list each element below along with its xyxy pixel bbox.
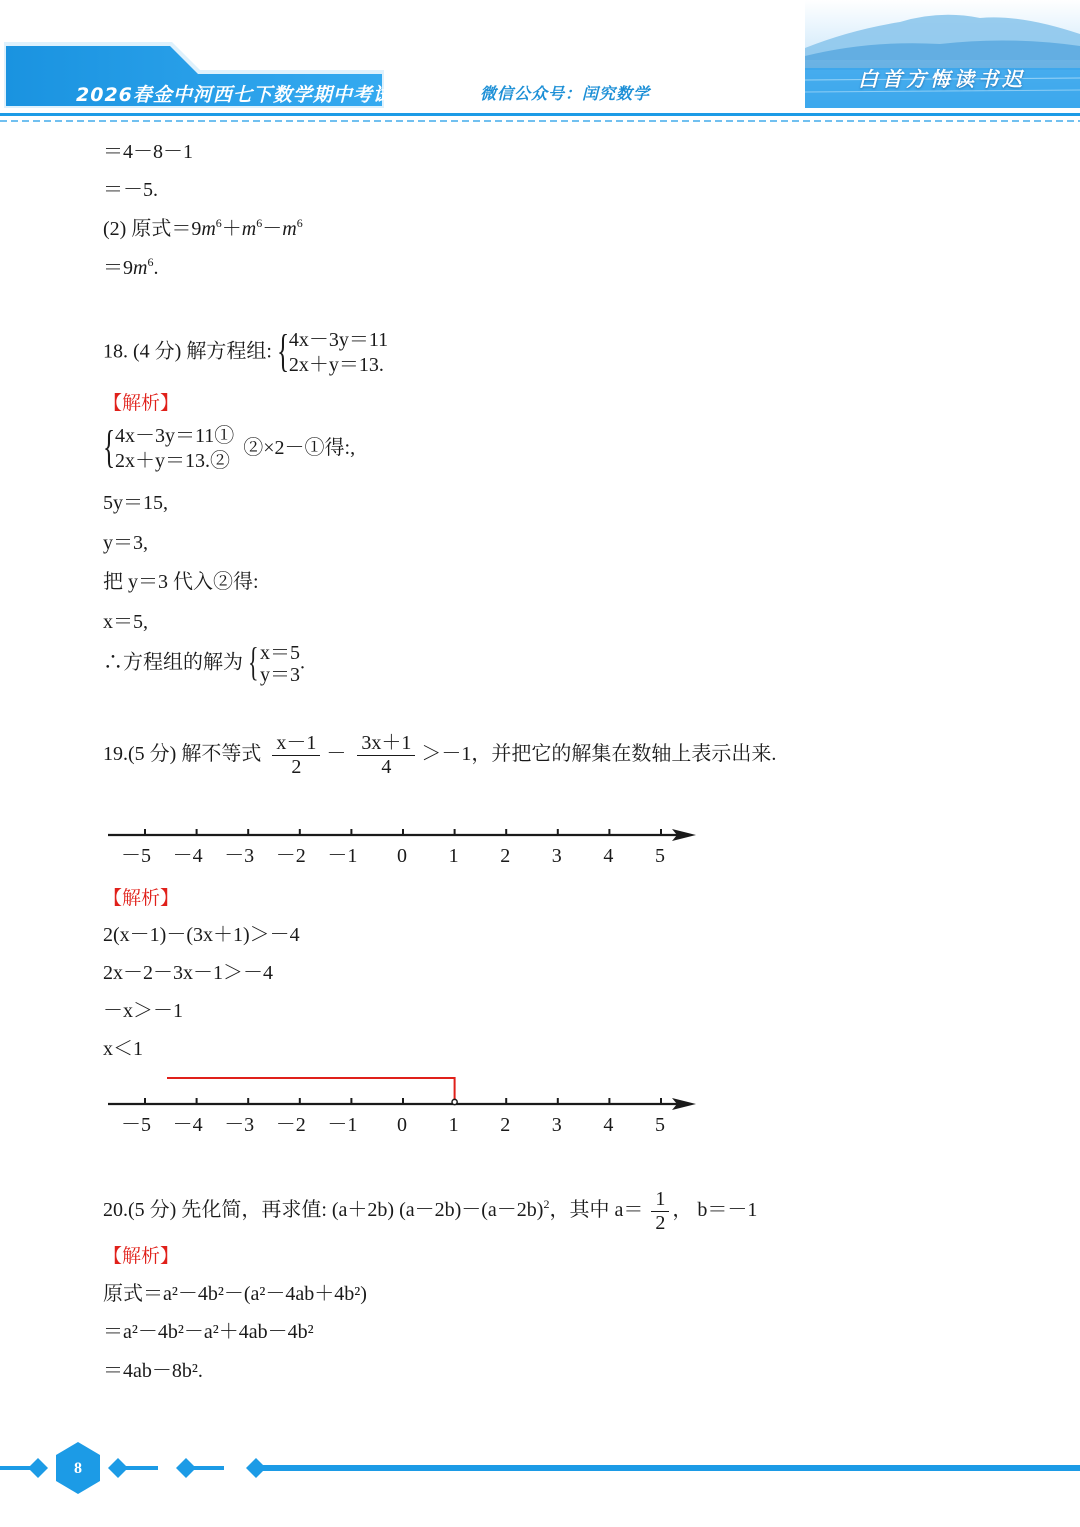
q18-eq1: 4x－3y＝11 [288,329,389,351]
q18-step4: x＝5, [103,611,148,633]
q18-step2: y＝3, [103,532,148,554]
q17-var: m [133,257,148,279]
page-footer [0,1430,1080,1510]
q20-stem [103,1188,757,1235]
q18-work-operation: ②×2－①得:, [243,436,356,459]
q19-step3: －x＞－1 [103,1000,183,1022]
q20-frac-numerator: 1 [651,1188,669,1212]
q20-analysis-label: 【解析】 [103,1245,180,1267]
axis-tick-label: 2 [500,1114,511,1136]
q17-text: ＝9 [103,257,133,279]
q18-sol-y: y＝3 [260,664,300,686]
q17-var: m [282,218,297,240]
axis-tick-label: 1 [448,845,459,867]
q19-frac1-numerator: x－1 [272,732,320,756]
q18-stem-text: 18. (4 分) 解方程组: [103,340,272,363]
q18-stem [103,325,389,378]
q20-stem-text: 20.(5 分) 先化简，再求值: (a＋2b) (a－2b)－(a－2b) [103,1199,544,1222]
q20-step2: ＝a²－4b²－a²＋4ab－4b² [103,1321,314,1343]
brace-icon: { [276,325,290,376]
exam-title: 2026春金中河西七下数学期中考试 [76,84,393,106]
wechat-account: 微信公众号：闰究数学 [480,84,651,103]
open-circle-icon [452,1099,457,1104]
axis-tick-label: －4 [172,1114,203,1136]
motto: 白首方悔读书迟 [858,67,1026,91]
axis-tick-label: 0 [397,845,407,867]
axis-tick-label: 2 [500,845,511,867]
q17-exp: 6 [296,216,303,230]
axis-tick-label: 0 [397,1114,407,1136]
q20-stem-suffix: ， b＝－1 [672,1199,758,1222]
axis-tick-label: －5 [121,845,151,867]
q18-work-system [103,421,356,474]
graduation-cap-icon [0,0,44,30]
q17-var: m [201,218,216,240]
q19-fraction-1 [272,732,320,779]
axis-tick-label: 4 [603,1114,614,1136]
solution-ray [167,1078,455,1100]
q19-step1: 2(x－1)－(3x＋1)＞－4 [103,924,300,946]
q20-fraction [651,1188,669,1235]
q17-op: ＋ [221,218,242,240]
q18-analysis-label: 【解析】 [103,392,180,414]
q18-solution-system [248,639,300,686]
q17-text: . [153,257,159,279]
q20-stem-mid: ，其中 a＝ [549,1199,644,1222]
q19-fraction-2 [357,732,415,779]
q17-text: (2) 原式＝9 [103,218,202,240]
q19-minus: － [326,743,347,766]
q19-frac2-numerator: 3x＋1 [357,732,415,756]
q20-frac-denominator: 2 [655,1212,666,1234]
q17-exp: 6 [147,255,154,269]
q19-stem-suffix: ＞－1，并把它的解集在数轴上表示出来. [421,743,777,766]
brace-icon: { [103,421,116,472]
page-header [0,0,1080,130]
q18-sol-x: x＝5 [260,642,300,664]
q18-step1: 5y＝15, [103,492,168,514]
q20-step3: ＝4ab－8b². [103,1360,203,1382]
q18-conclusion [103,639,305,686]
q19-step2: 2x－2－3x－1＞－4 [103,962,273,984]
number-line-solution [100,1065,710,1147]
q17-part2-line1 [103,215,303,243]
q17-op: － [262,218,283,240]
q19-frac2-denominator: 4 [381,756,392,778]
q19-stem-text: 19.(5 分) 解不等式 [103,743,262,766]
q20-exp: 2 [543,1197,550,1212]
q18-eq2: 2x＋y＝13. [288,354,384,376]
q18-work-eq1: 4x－3y＝11① [115,425,235,447]
axis-tick-label: －4 [172,845,203,867]
axis-tick-label: 3 [551,1114,562,1136]
axis-tick-label: 5 [655,845,665,867]
q19-stem [103,732,776,779]
q18-work-equations [103,421,235,474]
axis-tick-label: －3 [224,1114,255,1136]
axis-tick-label: －2 [275,845,306,867]
page-number: 8 [74,1460,82,1477]
q19-step4: x＜1 [103,1038,143,1060]
q17-var: m [241,218,257,240]
q17-step-a: ＝4－8－1 [103,141,193,163]
footer-decoration [0,1430,1080,1510]
axis-tick-label: －2 [275,1114,306,1136]
q17-step-b: ＝－5. [103,179,158,201]
q17-part2-line2 [103,254,158,282]
q18-equation-system [276,325,389,378]
axis-tick-label: －1 [327,1114,358,1136]
axis-tick-label: 4 [603,845,614,867]
axis-tick-label: －5 [121,1114,151,1136]
q17-exp: 6 [256,216,263,230]
axis-tick-label: 5 [655,1114,665,1136]
q17-exp: 6 [215,216,222,230]
brace-icon: { [248,639,259,684]
q19-frac1-denominator: 2 [291,756,302,778]
q18-conclusion-text: ∴方程组的解为 [103,651,243,674]
axis-tick-label: 1 [448,1114,459,1136]
q18-work-eq2: 2x＋y＝13.② [115,450,230,472]
q18-step3: 把 y＝3 代入②得: [103,571,259,593]
axis-tick-label: －3 [224,845,255,867]
q18-sol-end: . [300,651,305,674]
q20-step1: 原式＝a²－4b²－(a²－4ab＋4b²) [103,1283,367,1305]
number-line-blank [100,820,710,880]
axis-tick-label: 3 [551,845,562,867]
q19-analysis-label: 【解析】 [103,887,180,909]
axis-tick-label: －1 [327,845,358,867]
